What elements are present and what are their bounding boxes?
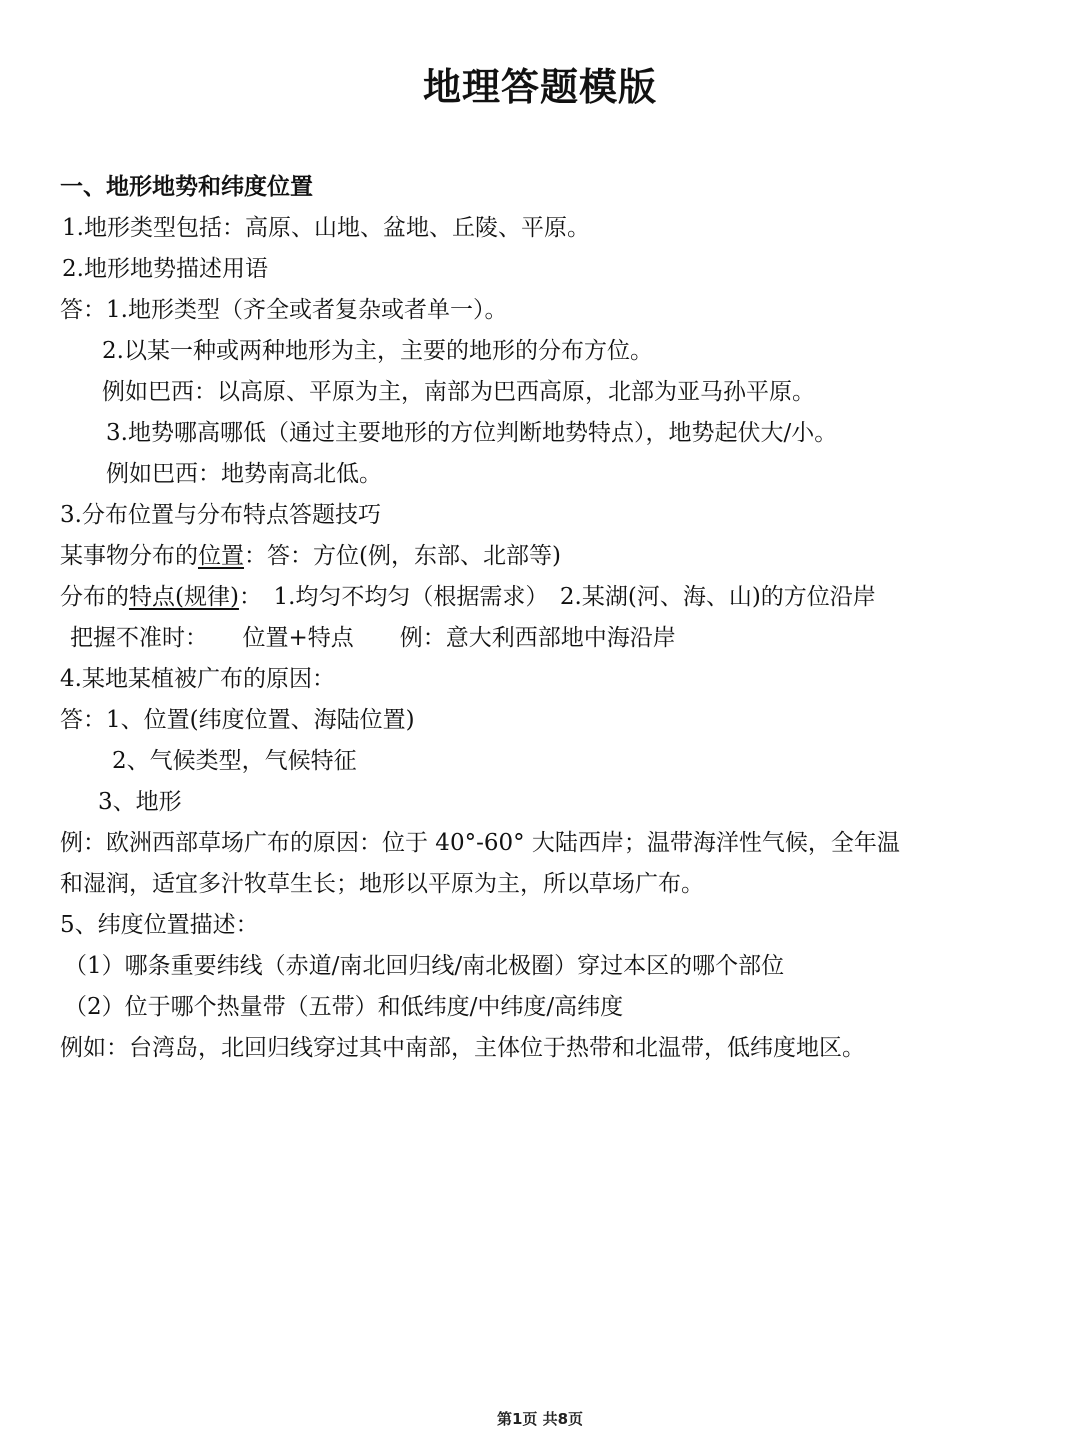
text-line-19: （1）哪条重要纬线（赤道/南北回归线/南北极圈）穿过本区的哪个部位 [64, 953, 785, 979]
page-title: 地理答题模版 [422, 65, 657, 109]
text-line-14: 2、气候类型，气候特征 [112, 748, 357, 774]
text-line-16: 例：欧洲西部草场广布的原因：位于 40°-60° 大陆西岸；温带海洋性气候，全年温 [60, 830, 900, 856]
text-line-5: 例如巴西：以高原、平原为主，南部为巴西高原，北部为亚马孙平原。 [102, 379, 815, 405]
line-9-prefix: 某事物分布的 [60, 543, 198, 569]
text-line-11: 把握不准时： 位置+特点 例：意大利西部地中海沿岸 [70, 625, 676, 651]
text-line-20: （2）位于哪个热量带（五带）和低纬度/中纬度/高纬度 [64, 994, 624, 1020]
section-heading: 一、地形地势和纬度位置 [60, 174, 313, 200]
text-line-3: 答：1.地形类型（齐全或者复杂或者单一）。 [60, 297, 508, 323]
underlined-position: 位置 [198, 543, 244, 569]
text-line-17: 和湿润，适宜多汁牧草生长；地形以平原为主，所以草场广布。 [60, 871, 704, 897]
text-line-7: 例如巴西：地势南高北低。 [106, 461, 382, 487]
text-line-6: 3.地势哪高哪低（通过主要地形的方位判断地势特点），地势起伏大/小。 [106, 420, 838, 446]
text-line-8: 3.分布位置与分布特点答题技巧 [60, 502, 381, 528]
text-line-12: 4.某地某植被广布的原因： [60, 666, 335, 692]
text-line-21: 例如：台湾岛，北回归线穿过其中南部，主体位于热带和北温带，低纬度地区。 [60, 1035, 865, 1061]
underlined-features: 特点(规律) [129, 584, 239, 610]
text-line-15: 3、地形 [98, 789, 182, 815]
text-line-4: 2.以某一种或两种地形为主，主要的地形的分布方位。 [102, 338, 653, 364]
line-10-suffix: ： 1.均匀不均匀（根据需求） 2.某湖(河、海、山)的方位沿岸 [238, 584, 876, 610]
page-footer: 第1页 共8页 [496, 1410, 584, 1428]
text-line-1: 1.地形类型包括：高原、山地、盆地、丘陵、平原。 [62, 215, 590, 241]
text-line-10 [60, 581, 876, 613]
text-line-13: 答：1、位置(纬度位置、海陆位置) [60, 707, 415, 733]
text-line-18: 5、纬度位置描述： [60, 912, 259, 938]
line-9-suffix: ：答：方位(例，东部、北部等) [244, 543, 561, 569]
text-line-9 [60, 540, 561, 572]
text-line-2: 2.地形地势描述用语 [62, 256, 268, 282]
line-10-prefix: 分布的 [60, 584, 129, 610]
